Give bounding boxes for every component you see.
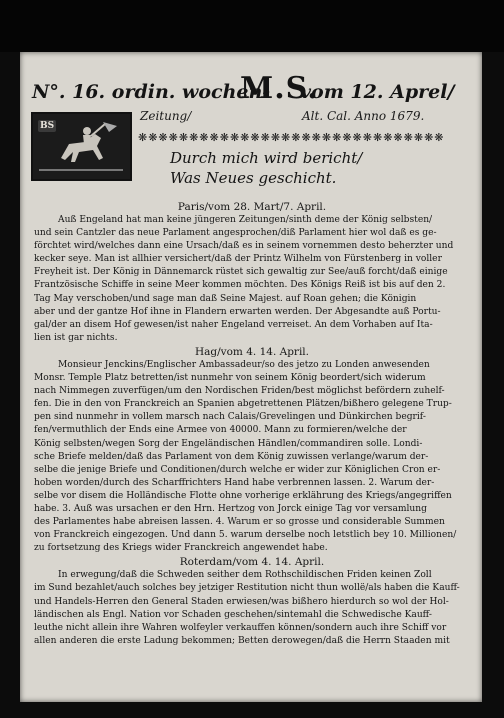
text-line: und Handels-Herren den General Staden erwiesen/was bißhero hierdurch so wol der Hol- — [34, 596, 449, 607]
motto-line-1: Durch mich wird bericht/ — [170, 149, 363, 167]
text-line: von Franckreich eingezogen. Und dann 5. warum derselbe noch letstlich bey 10. Millionen/ — [34, 530, 457, 541]
text-line: im Sund bezahlet/auch solches bey jetziger Restitution nicht thun wollë/als haben die Kauff- — [34, 583, 460, 594]
calendar-year: Alt. Cal. Anno 1679. — [302, 109, 425, 123]
horse-rider-icon — [33, 114, 130, 179]
ornament-border: ❋❋❋❋❋❋❋❋❋❋❋❋❋❋❋❋❋❋❋❋❋❋❋❋❋❋❋❋❋❋ — [138, 131, 445, 143]
text-line: fen/vermuthlich der Ends eine Armee von 40000. Mann zu formieren/welche der — [34, 425, 407, 436]
text-line: In erwegung/daß die Schweden seither dem Rothschildischen Friden keinen Zoll — [58, 570, 432, 581]
section-heading: Hag/vom 4. 14. April. — [195, 345, 309, 358]
motto-line-2: Was Neues geschicht. — [170, 169, 337, 187]
scan-dark-border — [0, 0, 504, 52]
text-line: aber und der gantze Hof ihne in Flandern erwarten werden. Der Abgesandte auß Portu- — [34, 306, 441, 317]
messenger-woodcut-image — [31, 112, 132, 181]
text-line: Freyheit ist. Der König in Dännemarck rüstet sich gewaltig zur See/auß forcht/daß einige — [34, 267, 448, 278]
text-line: pen sind nunmehr in vollem marsch nach Calais/Grevelingen und Dünkirchen begrif- — [34, 412, 426, 423]
text-line: König selbsten/wegen Sorg der Engeländischen Händlen/commandiren solle. Londi- — [34, 438, 423, 449]
text-line: Auß Engeland hat man keine jüngeren Zeitungen/sinth deme der König selbsten/ — [58, 215, 433, 225]
text-line: nach Nimmegen zuverfügen/um den Nordischen Friden/best möglichst befördern zuhelf- — [34, 386, 445, 397]
text-line: förchtet wird/welches dann eine Ursach/daß es in seinem vornemmen desto beherzter und — [34, 241, 454, 252]
text-line: lien ist gar nichts. — [34, 332, 118, 343]
text-line: und sein Cantzler das neue Parlament angesprochen/diß Parlament hier wol daß es ge- — [34, 228, 437, 239]
newspaper-page — [20, 52, 482, 702]
text-line: ländischen als Engl. Nation vor Schaden geschehen/sintemahl die Schwedische Kauff- — [34, 609, 432, 620]
text-line: habe. 3. Auß was ursachen er den Hrn. Hertzog von Jorck einige Tag vor versamlung — [34, 503, 427, 514]
masthead-ms: M.S. — [240, 71, 319, 106]
text-line: selbe die jenige Briefe und Conditionen/durch welche er wider zur Königlichen Cron er- — [34, 464, 441, 475]
text-line: des Parlamentes habe abreisen lassen. 4. Warum er so grosse und considerable Summen — [34, 517, 445, 528]
issue-date: vom 12. Aprel/ — [300, 81, 455, 103]
masthead — [32, 71, 472, 107]
text-line: Frantzösische Schiffe in seine Meer kommen möchten. Des Königs Reiß ist bis auf den 2. — [34, 280, 446, 291]
text-line: hoben worden/durch des Scharffrichters Hand habe verbrennen lassen. 2. Warum der- — [34, 477, 435, 488]
issue-number: N°. 16. ordin. wochen- — [32, 81, 271, 103]
section-heading: Roterdam/vom 4. 14. April. — [179, 556, 325, 569]
text-line: fen. Die in den von Franckreich an Spanien abgetrettenen Plätzen/bißhero gelegene Trup- — [34, 399, 452, 410]
text-line: kecker seye. Man ist allhier versichert/daß der Printz Wilhelm von Fürstenberg in voller — [34, 254, 442, 265]
text-line: Monsieur Jenckins/Englischer Ambassadeur/so des jetzo zu Londen anwesenden — [58, 359, 430, 370]
woodcut-initials: BS — [40, 121, 55, 131]
text-line: gal/der an disem Hof gewesen/ist naher Engeland verreiset. An dem Vorhaben auf Ita- — [34, 319, 433, 330]
text-line: allen anderen die erste Ladung bekommen; Betten derowegen/daß die Herrn Staaden mit — [34, 635, 450, 646]
text-line: Monsr. Temple Platz betretten/ist nunmehr von seinem König beordert/sich widerum — [34, 373, 426, 384]
article-body — [34, 200, 470, 648]
section-heading: Paris/vom 28. Mart/7. April. — [177, 201, 327, 213]
text-line: leuthe nicht allein ihre Wahren wolfeyler verkauffen können/sondern auch ihre Schiff vor — [34, 622, 447, 633]
text-line: zu fortsetzung des Kriegs wider Franckreich angewendet habe. — [34, 543, 328, 554]
text-line: Tag May verschoben/und sage man daß Seine Majest. auf Roan gehen; die Königin — [34, 293, 417, 304]
zeitung-label: Zeitung/ — [140, 109, 192, 123]
text-line: sche Briefe melden/daß das Parlament von dem König zuwissen verlange/warum der- — [34, 451, 429, 462]
text-line: selbe vor disem die Holländische Flotte ohne vorherige erklährung des Kriegs/angegriffen — [34, 490, 452, 501]
